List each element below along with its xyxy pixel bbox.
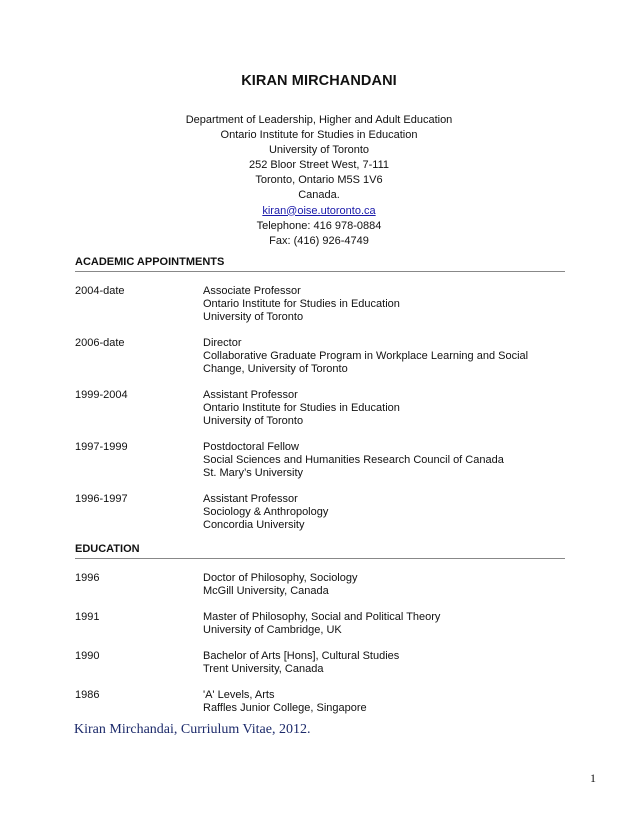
entry-line: University of Cambridge, UK xyxy=(203,624,342,637)
university-line: University of Toronto xyxy=(268,144,370,157)
fax-line: Fax: (416) 926-4749 xyxy=(269,234,369,247)
entry-line: Ontario Institute for Studies in Education xyxy=(203,402,400,415)
department-line: Department of Leadership, Higher and Adult Education xyxy=(185,114,453,126)
street-line: 252 Bloor Street West, 7-111 xyxy=(248,159,390,172)
email-link[interactable]: kiran@oise.utoronto.ca xyxy=(262,204,376,217)
entry-line: Bachelor of Arts [Hons], Cultural Studies xyxy=(203,650,400,662)
entry-line: Postdoctoral Fellow xyxy=(203,441,299,453)
entry-line: Concordia University xyxy=(203,519,305,532)
country-line: Canada. xyxy=(298,189,340,202)
institute-line: Ontario Institute for Studies in Education xyxy=(220,129,418,142)
entry-line: Associate Professor xyxy=(203,285,301,297)
entry-date: 1986 xyxy=(75,689,100,701)
entry-line: Assistant Professor xyxy=(203,389,298,401)
entry-date: 1997-1999 xyxy=(75,441,128,453)
appointments-heading: ACADEMIC APPOINTMENTS xyxy=(75,256,565,272)
entry-line: St. Mary’s University xyxy=(203,467,304,480)
entry-line: McGill University, Canada xyxy=(203,585,329,598)
entry-line: Change, University of Toronto xyxy=(203,363,348,376)
contact-block xyxy=(0,113,638,249)
entry-line: Collaborative Graduate Program in Workplace Learning and Social xyxy=(203,350,529,363)
entry-line: University of Toronto xyxy=(203,415,304,428)
entry-date: 1999-2004 xyxy=(75,389,128,401)
entry-date: 2006-date xyxy=(75,337,125,349)
entry-date: 2004-date xyxy=(75,285,125,297)
entry-line: Master of Philosophy, Social and Political Theory xyxy=(203,611,441,623)
entry-line: University of Toronto xyxy=(203,311,304,324)
entry-line: Ontario Institute for Studies in Education xyxy=(203,298,400,311)
cv-name: KIRAN MIRCHANDANI xyxy=(241,73,397,89)
entry-line: Sociology & Anthropology xyxy=(203,506,329,519)
entry-line: Social Sciences and Humanities Research Council of Canada xyxy=(203,454,504,467)
footer-note: Kiran Mirchandai, Curriulum Vitae, 2012. xyxy=(74,722,311,737)
entry-line: Assistant Professor xyxy=(203,493,298,505)
entry-date: 1991 xyxy=(75,611,100,623)
city-line: Toronto, Ontario M5S 1V6 xyxy=(255,174,383,187)
entry-line: Trent University, Canada xyxy=(203,663,324,676)
entry-line: 'A' Levels, Arts xyxy=(203,689,275,701)
page-number: 1 xyxy=(590,771,596,785)
entry-line: Raffles Junior College, Singapore xyxy=(203,702,367,715)
entry-date: 1996-1997 xyxy=(75,493,128,505)
education-heading: EDUCATION xyxy=(75,543,565,559)
entry-date: 1990 xyxy=(75,650,100,662)
telephone-line: Telephone: 416 978-0884 xyxy=(256,219,382,232)
entry-date: 1996 xyxy=(75,572,100,584)
entry-line: Director xyxy=(203,337,242,349)
entry-line: Doctor of Philosophy, Sociology xyxy=(203,572,358,584)
